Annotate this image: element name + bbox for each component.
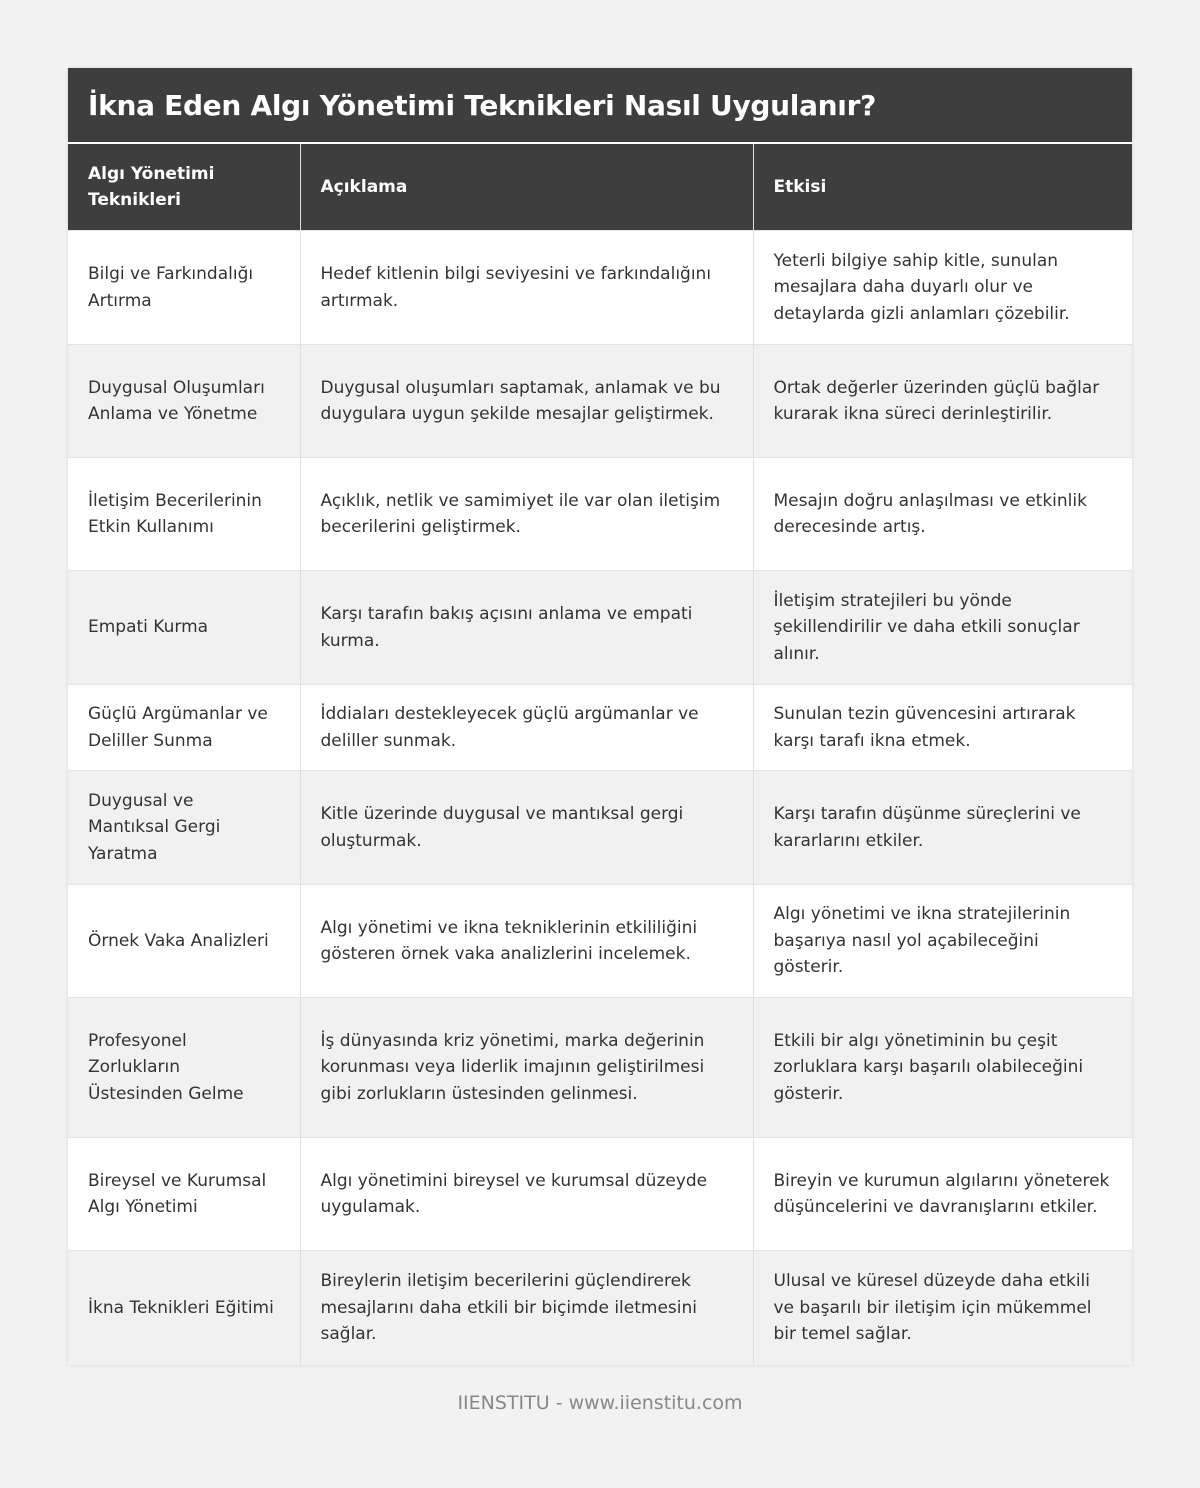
effect-cell: Ortak değerler üzerinden güçlü bağlar kurarak ikna süreci derinleştirilir. [753,345,1132,458]
description-cell: Açıklık, netlik ve samimiyet ile var olan iletişim becerilerini geliştirmek. [300,458,753,571]
column-header-effect: Etkisi [753,144,1132,231]
table-row [68,345,1132,458]
description-cell: İş dünyasında kriz yönetimi, marka değerinin korunması veya liderlik imajının geliştirilmesi gibi zorlukların üstesinden gelinmesi. [300,998,753,1138]
technique-cell: Duygusal Oluşumları Anlama ve Yönetme [68,345,300,458]
technique-cell: Örnek Vaka Analizleri [68,885,300,998]
effect-cell: Ulusal ve küresel düzeyde daha etkili ve başarılı bir iletişim için mükemmel bir temel sağlar. [753,1251,1132,1365]
description-cell: İddiaları destekleyecek güçlü argümanlar ve deliller sunmak. [300,685,753,771]
column-header-technique: Algı Yönetimi Teknikleri [68,144,300,231]
technique-cell: Güçlü Argümanlar ve Deliller Sunma [68,685,300,771]
table-row [68,1251,1132,1365]
table-row [68,231,1132,345]
description-cell: Algı yönetimini bireysel ve kurumsal düzeyde uygulamak. [300,1138,753,1251]
technique-cell: Bilgi ve Farkındalığı Artırma [68,231,300,345]
table-row [68,1138,1132,1251]
description-cell: Bireylerin iletişim becerilerini güçlendirerek mesajlarını daha etkili bir biçimde iletmesini sağlar. [300,1251,753,1365]
technique-cell: İkna Teknikleri Eğitimi [68,1251,300,1365]
description-cell: Hedef kitlenin bilgi seviyesini ve farkındalığını artırmak. [300,231,753,345]
column-header-description: Açıklama [300,144,753,231]
effect-cell: Etkili bir algı yönetiminin bu çeşit zorluklara karşı başarılı olabileceğini gösterir. [753,998,1132,1138]
effect-cell: Algı yönetimi ve ikna stratejilerinin başarıya nasıl yol açabileceğini gösterir. [753,885,1132,998]
table-row [68,885,1132,998]
table-header-row [68,144,1132,231]
description-cell: Karşı tarafın bakış açısını anlama ve empati kurma. [300,571,753,685]
table-row [68,685,1132,771]
table-row [68,998,1132,1138]
table-row [68,571,1132,685]
description-cell: Kitle üzerinde duygusal ve mantıksal gergi oluşturmak. [300,771,753,885]
technique-cell: Duygusal ve Mantıksal Gergi Yaratma [68,771,300,885]
description-cell: Duygusal oluşumları saptamak, anlamak ve bu duygulara uygun şekilde mesajlar geliştirmek. [300,345,753,458]
technique-cell: İletişim Becerilerinin Etkin Kullanımı [68,458,300,571]
effect-cell: Karşı tarafın düşünme süreçlerini ve kararlarını etkiler. [753,771,1132,885]
page-title: İkna Eden Algı Yönetimi Teknikleri Nasıl Uygulanır? [68,68,1132,144]
table-row [68,458,1132,571]
effect-cell: Mesajın doğru anlaşılması ve etkinlik derecesinde artış. [753,458,1132,571]
effect-cell: Yeterli bilgiye sahip kitle, sunulan mesajlara daha duyarlı olur ve detaylarda gizli anlamları çözebilir. [753,231,1132,345]
effect-cell: Sunulan tezin güvencesini artırarak karşı tarafı ikna etmek. [753,685,1132,771]
techniques-table [68,144,1132,1365]
effect-cell: Bireyin ve kurumun algılarını yöneterek düşüncelerini ve davranışlarını etkiler. [753,1138,1132,1251]
footer-credit: IIENSTITU - www.iienstitu.com [457,1392,743,1414]
table-card [68,68,1132,1365]
technique-cell: Empati Kurma [68,571,300,685]
technique-cell: Bireysel ve Kurumsal Algı Yönetimi [68,1138,300,1251]
table-row [68,771,1132,885]
technique-cell: Profesyonel Zorlukların Üstesinden Gelme [68,998,300,1138]
description-cell: Algı yönetimi ve ikna tekniklerinin etkililiğini gösteren örnek vaka analizlerini incelemek. [300,885,753,998]
effect-cell: İletişim stratejileri bu yönde şekillendirilir ve daha etkili sonuçlar alınır. [753,571,1132,685]
